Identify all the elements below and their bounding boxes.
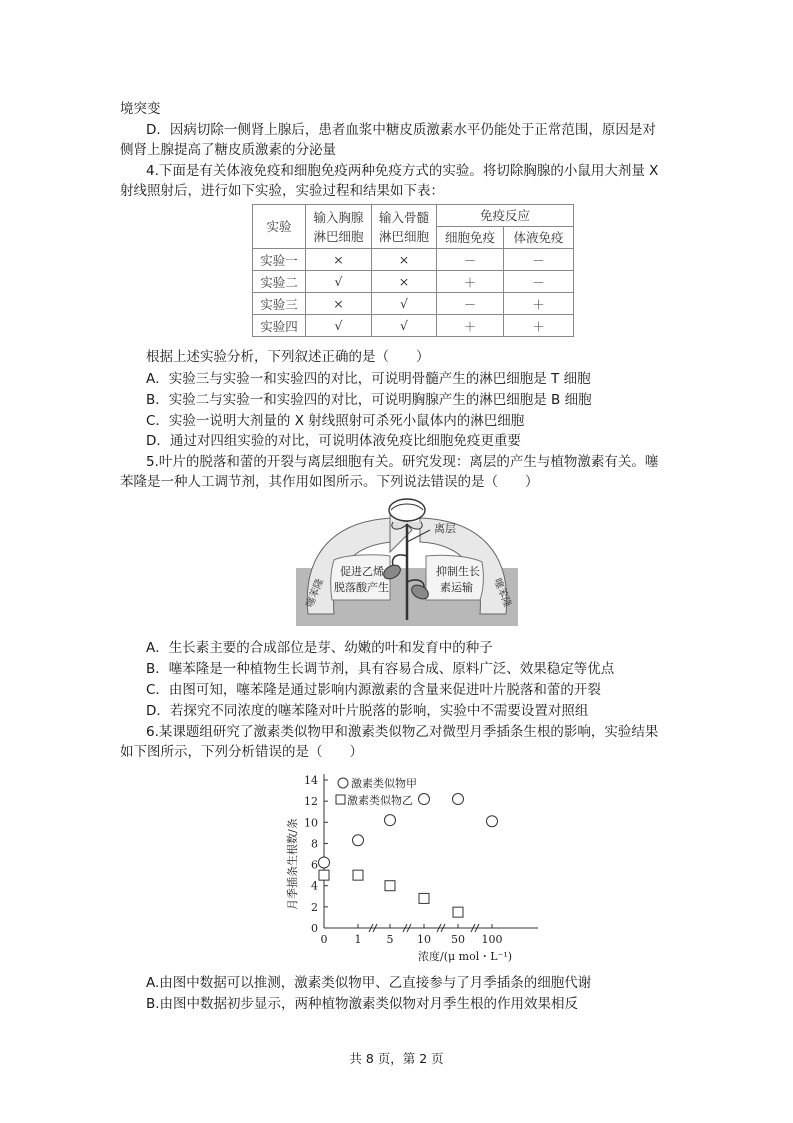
data-point-circle [385,815,396,826]
option-d: D．若探究不同浓度的噻苯隆对叶片脱落的影响，实验中不需要设置对照组 [146,703,589,719]
data-point-circle [419,794,430,805]
table-cell: √ [372,315,437,337]
experiment-table [252,204,574,337]
question-5-stem: 5.叶片的脱落和蕾的开裂与离层细胞有关。研究发现：离层的产生与植物激素有关。噻 [146,454,659,470]
legend-circle-icon [338,778,348,788]
y-tick-label: 2 [311,900,318,914]
data-point-circle [353,835,364,846]
table-cell: × [306,293,372,315]
question-4-stem-cont: 射线照射后，进行如下实验，实验过程和结果如下表： [120,183,444,199]
table-cell: 实验四 [253,315,306,337]
table-header-bone-marrow: 输入骨髓 淋巴细胞 [372,205,437,249]
table-header-experiment: 实验 [253,205,306,249]
inhibit-label-2: 素运输 [440,581,473,594]
table-header-thymus: 输入胸腺 淋巴细胞 [306,205,372,249]
question-5-stem-cont: 苯隆是一种人工调节剂，其作用如图所示。下列说法错误的是（ ） [120,474,539,490]
legend-series-2: 激素类似物乙 [347,794,413,807]
question-4-stem: 4.下面是有关体液免疫和细胞免疫两种免疫方式的实验。将切除胸腺的小鼠用大剂量 X [146,163,659,179]
option-b: B．实验二与实验一和实验四的对比，可说明胸腺产生的淋巴细胞是 B 细胞 [146,392,592,408]
option-b: B.由图中数据初步显示，两种植物激素类似物对月季生根的作用效果相反 [146,996,579,1012]
table-row [253,315,574,337]
table-header-cell-immunity: 细胞免疫 [437,227,504,249]
table-cell: √ [306,271,372,293]
option-a: A.由图中数据可以推测，激素类似物甲、乙直接参与了月季插条的细胞代谢 [146,975,592,991]
data-point-circle [453,794,464,805]
promote-label-2: 脱落酸产生 [334,581,389,594]
data-points [319,794,498,918]
question-4-prompt: 根据上述实验分析，下列叙述正确的是（ ） [146,349,430,365]
x-axis-label: 浓度/(μ mol・L⁻¹) [418,950,513,963]
x-tick-label: 1 [354,933,362,946]
data-point-square [319,870,329,880]
y-tick-labels [304,774,318,935]
x-tick-label: 5 [386,933,394,946]
y-axis-label: 月季插条生根数/条 [286,818,299,910]
table-cell: ＋ [504,293,574,315]
y-tick-label: 14 [304,774,318,787]
table-row [253,293,574,315]
option-a: A．实验三与实验一和实验四的对比，可说明骨髓产生的淋巴细胞是 T 细胞 [146,371,591,387]
data-point-circle [319,857,330,868]
text-line: 侧肾上腺提高了糖皮质激素的分泌量 [120,142,336,158]
table-cell: 实验一 [253,249,306,271]
question-6-stem: 6.某课题组研究了激素类似物甲和激素类似物乙对微型月季插条生根的影响，实验结果 [146,724,659,740]
option-d: D．通过对四组实验的对比，可说明体液免疫比细胞免疫更重要 [146,433,521,449]
table-row [253,271,574,293]
inhibit-label-1: 抑制生长 [436,565,480,578]
data-point-square [419,893,429,903]
table-cell: － [437,293,504,315]
table-cell: ＋ [437,271,504,293]
layer-label: 离层 [434,522,456,535]
legend-square-icon [336,795,345,804]
question-6-stem-cont: 如下图所示，下列分析错误的是（ ） [120,744,363,760]
right-arrow-label: 噻苯隆 [491,577,513,609]
table-header-immune: 免疫反应 [437,205,574,227]
option-c: C．由图可知，噻苯隆是通过影响内源激素的含量来促进叶片脱落和蕾的开裂 [146,682,601,698]
data-point-square [453,907,463,917]
x-tick-labels [321,933,503,946]
table-cell: × [372,249,437,271]
data-point-circle [487,816,498,827]
table-cell: × [372,271,437,293]
y-tick-label: 8 [311,837,318,851]
table-cell: × [306,249,372,271]
option-a: A．生长素主要的合成部位是芽、幼嫩的叶和发育中的种子 [146,640,493,656]
text-line: 境突变 [120,101,161,117]
table-cell: － [504,249,574,271]
table-cell: ＋ [437,315,504,337]
y-tick-label: 4 [311,879,318,893]
table-row [253,249,574,271]
table-cell: 实验三 [253,293,306,315]
table-cell: － [437,249,504,271]
table-cell: √ [306,315,372,337]
table-header-humoral-immunity: 体液免疫 [504,227,574,249]
data-point-square [385,881,395,891]
x-tick-label: 100 [481,933,503,946]
table-cell: － [504,271,574,293]
table-cell: 实验二 [253,271,306,293]
option-b: B．噻苯隆是一种植物生长调节剂，具有容易合成、原料广泛、效果稳定等优点 [146,661,615,677]
table-cell: √ [372,293,437,315]
rooting-chart [280,770,550,966]
left-arrow-label: 噻苯隆 [304,577,327,610]
x-tick-label: 50 [451,933,465,946]
page-footer: 共 8 页，第 2 页 [349,1051,444,1066]
y-tick-label: 10 [304,816,318,830]
legend [336,776,417,807]
promote-label-1: 促进乙烯 [340,565,384,578]
x-tick-label: 10 [417,933,431,946]
y-tick-label: 6 [311,858,318,872]
x-tick-label: 0 [320,933,328,946]
option-d: D．因病切除一侧肾上腺后，患者血浆中糖皮质激素水平仍能处于正常范围，原因是对 [146,122,656,138]
plant-hormone-diagram [294,496,520,630]
option-c: C．实验一说明大剂量的 X 射线照射可杀死小鼠体内的淋巴细胞 [146,413,525,429]
legend-series-1: 激素类似物甲 [351,777,417,790]
y-tick-label: 0 [311,922,318,935]
data-point-square [353,870,363,880]
table-cell: ＋ [504,315,574,337]
y-tick-label: 12 [304,795,318,809]
